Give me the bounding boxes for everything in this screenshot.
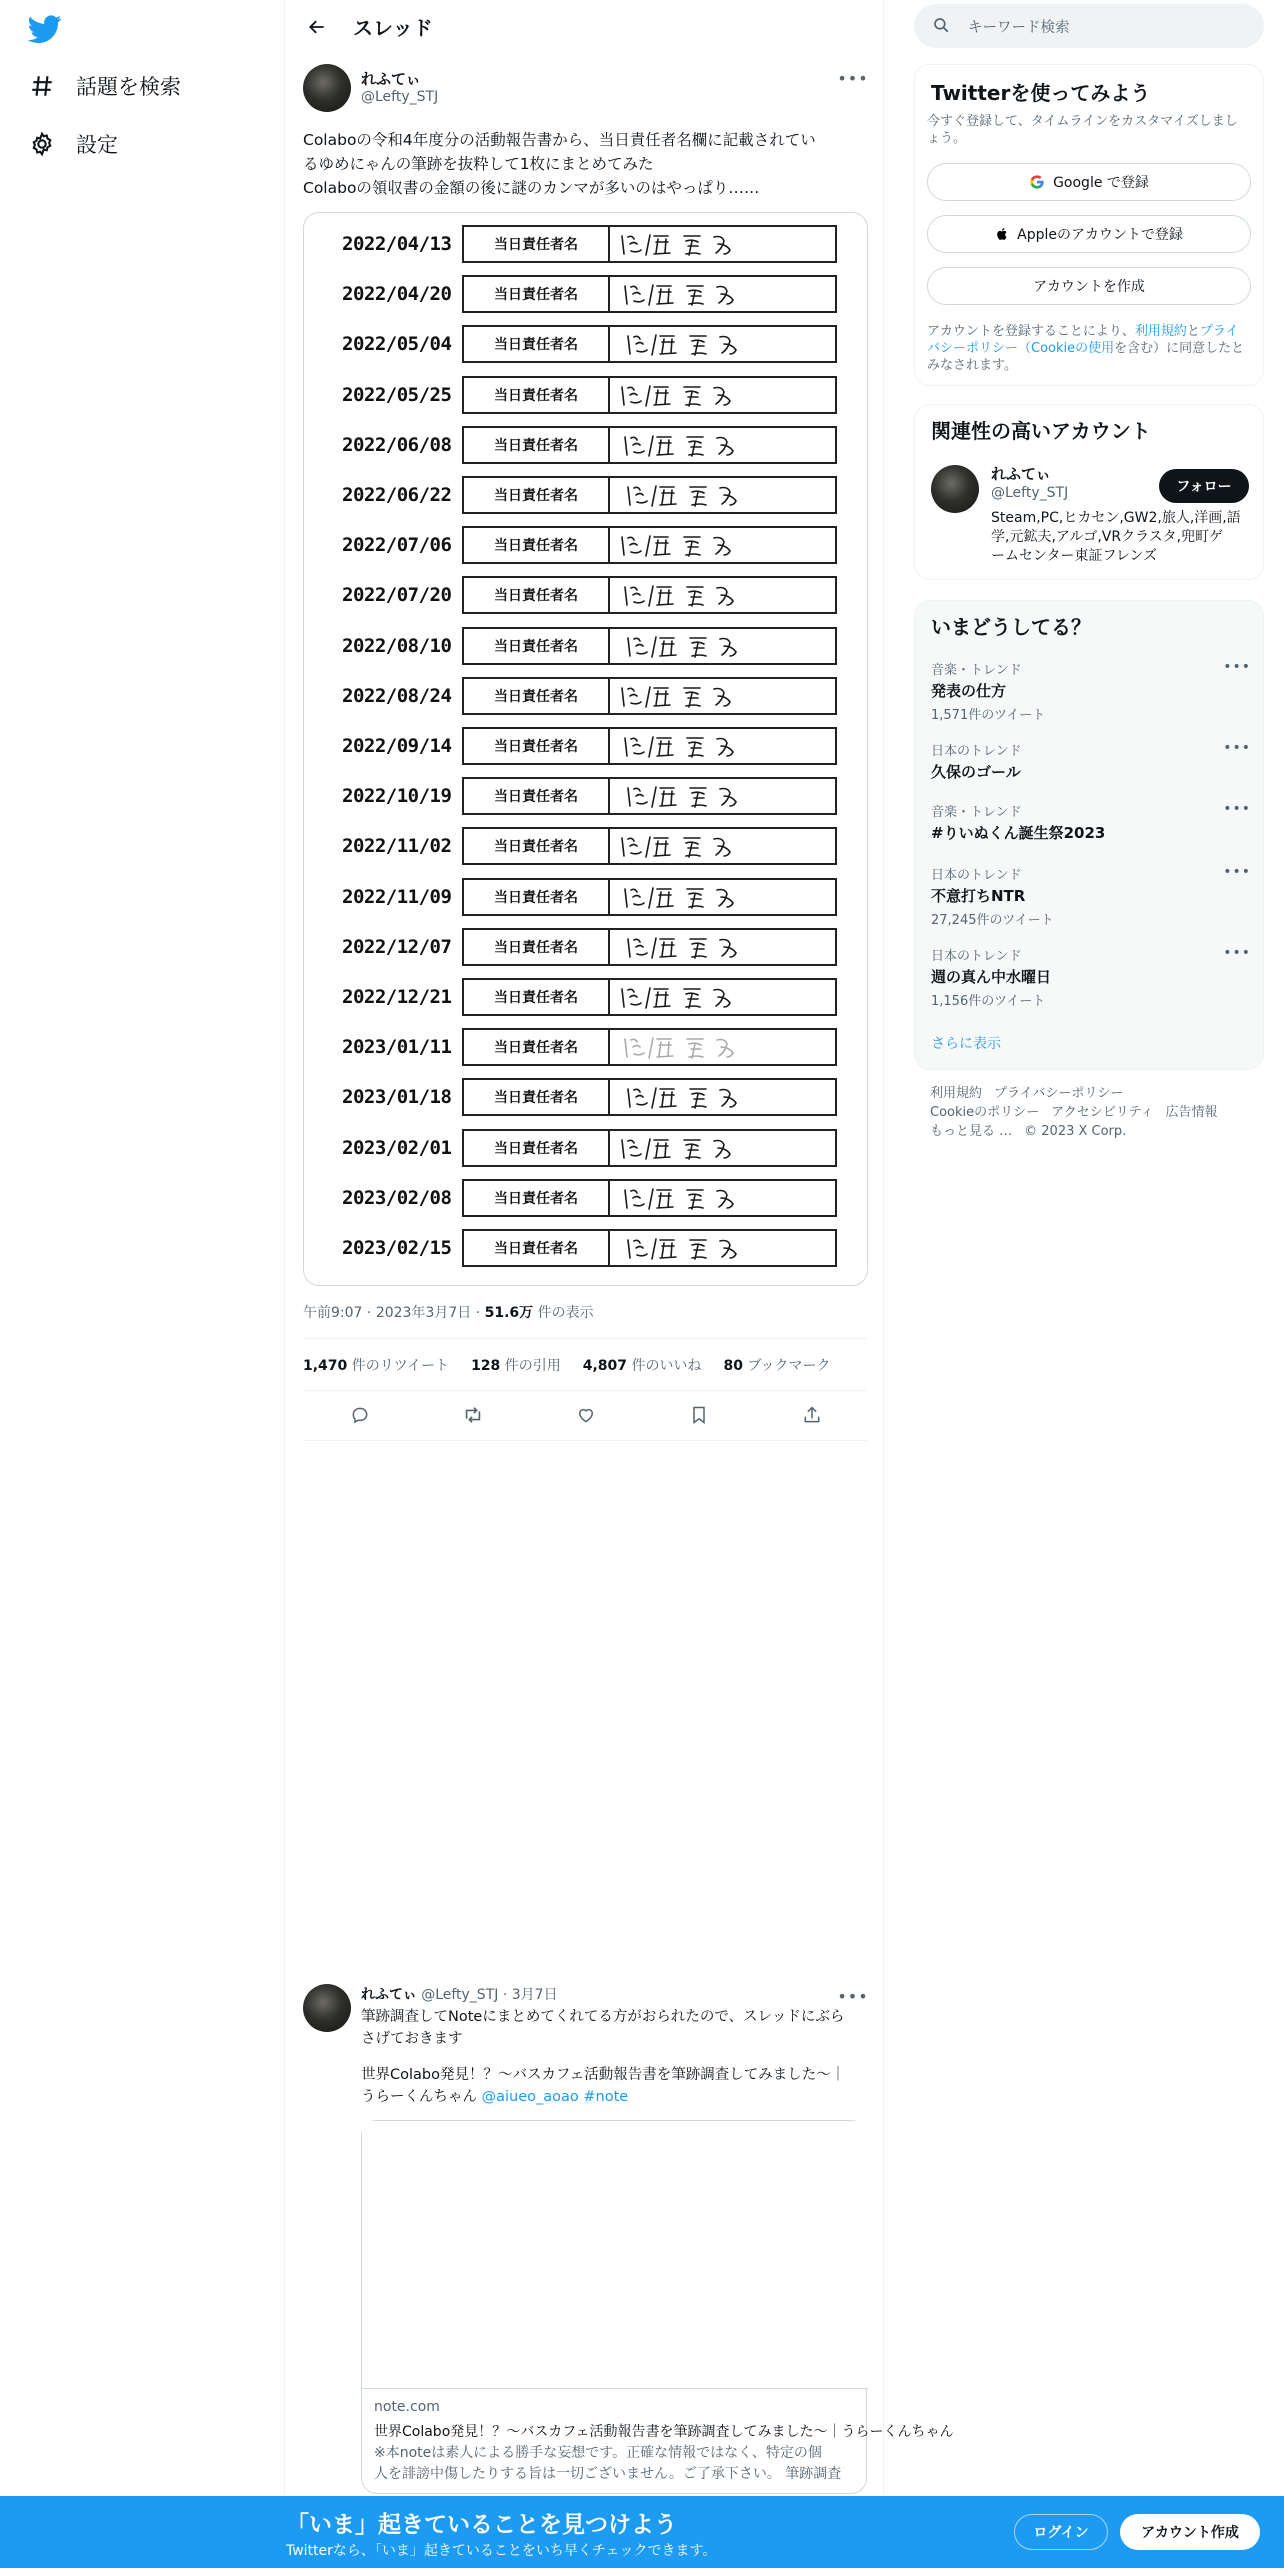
more-link[interactable]: もっと見る … <box>930 1124 1013 1139</box>
handwritten-signature <box>614 1131 829 1165</box>
handwritten-signature <box>614 1181 829 1215</box>
tweet-text <box>303 128 868 200</box>
related-accounts-panel <box>914 404 1264 580</box>
responsible-person-field <box>462 627 837 665</box>
report-date: 2023/01/11 <box>342 1036 452 1059</box>
responsible-person-field <box>462 576 837 614</box>
field-label: 当日責任者名 <box>464 1080 610 1114</box>
report-row <box>304 576 869 616</box>
avatar[interactable] <box>303 1984 351 2032</box>
responsible-person-field <box>462 275 837 313</box>
related-handle[interactable]: @Lefty_STJ <box>991 485 1069 501</box>
report-date: 2022/08/24 <box>342 684 452 707</box>
handwritten-signature <box>614 1231 829 1265</box>
report-row <box>304 376 869 416</box>
signup-button[interactable]: アカウント作成 <box>1120 2514 1260 2550</box>
banner-subtitle: Twitterなら、「いま」起きていることをいち早くチェックできます。 <box>286 2543 717 2559</box>
field-label: 当日責任者名 <box>464 930 610 964</box>
handwritten-signature <box>614 227 829 261</box>
report-row <box>304 225 869 265</box>
back-arrow-icon[interactable] <box>299 9 335 45</box>
reply-text-line: さげておきます <box>361 2031 463 2047</box>
report-date: 2022/11/09 <box>342 885 452 908</box>
link-card-domain: note.com <box>374 2399 440 2415</box>
more-options-icon[interactable]: ••• <box>1223 864 1251 880</box>
view-label: 件の表示 <box>537 1305 594 1321</box>
link-card-desc-line: ※本noteは素人による勝手な妄想です。正確な情報ではなく、特定の個 <box>374 2445 822 2461</box>
related-bio: Steam,PC,ヒカセン,GW2,旅人,洋画,語 学,元鉱夫,アルゴ,VRクラスタ,兜町ゲ ームセンター東証フレンズ <box>991 510 1241 564</box>
responsible-person-field <box>462 376 837 414</box>
report-row <box>304 1179 869 1219</box>
divider <box>303 1338 868 1339</box>
link-card-description <box>374 2443 856 2485</box>
share-icon[interactable] <box>794 1397 830 1433</box>
footer-link[interactable]: アクセシビリティ <box>1051 1105 1154 1120</box>
handwritten-signature <box>614 478 829 512</box>
mention-link[interactable]: @aiueo_aoao <box>481 2089 579 2105</box>
report-date: 2022/05/25 <box>342 383 452 406</box>
trend-item[interactable]: 日本のトレンド 週の真ん中水曜日 1,156件のツイート ••• <box>931 945 1251 1009</box>
handwritten-signature <box>614 578 829 612</box>
hashtag-icon <box>28 72 56 100</box>
author-handle[interactable]: @Lefty_STJ <box>361 89 439 105</box>
banner-title: 「いま」起きていることを見つけよう <box>286 2512 677 2538</box>
twitter-bird-icon[interactable] <box>28 12 62 46</box>
report-row <box>304 777 869 817</box>
thread-column <box>284 0 954 2568</box>
more-options-icon[interactable]: ••• <box>1223 740 1251 756</box>
signup-banner <box>0 2496 1284 2568</box>
responsible-person-field <box>462 827 837 865</box>
follow-button[interactable]: フォロー <box>1159 469 1249 503</box>
responsible-person-field <box>462 727 837 765</box>
more-options-icon[interactable]: ••• <box>1223 659 1251 675</box>
responsible-person-field <box>462 878 837 916</box>
responsible-person-field <box>462 1129 837 1167</box>
tweet-actions <box>303 1395 868 1435</box>
signup-panel <box>914 64 1264 386</box>
footer-links <box>930 1084 1270 1141</box>
bookmark-icon[interactable] <box>681 1397 717 1433</box>
field-label: 当日責任者名 <box>464 327 610 361</box>
report-row <box>304 827 869 867</box>
responsible-person-field <box>462 476 837 514</box>
page-title: スレッド <box>353 16 433 40</box>
trend-item[interactable]: 音楽・トレンド 発表の仕方 1,571件のツイート ••• <box>931 659 1251 723</box>
privacy-link-cont[interactable]: バシーポリシー（Cookieの使用 <box>927 341 1115 356</box>
report-date: 2022/09/14 <box>342 735 452 757</box>
handwritten-signature <box>614 930 829 964</box>
field-label: 当日責任者名 <box>464 679 610 713</box>
reply-author-name[interactable]: れふてぃ <box>361 1987 417 2003</box>
report-date: 2022/12/07 <box>342 935 452 958</box>
more-options-icon[interactable]: ••• <box>1223 945 1251 961</box>
nav-settings-label: 設定 <box>76 133 118 157</box>
report-date: 2022/07/20 <box>342 584 452 607</box>
reply-icon[interactable] <box>342 1397 378 1433</box>
view-count: 51.6万 <box>484 1305 534 1321</box>
report-date: 2022/10/19 <box>342 785 452 808</box>
link-card-desc-line: 人を誹謗中傷したりする旨は一切ございません。ご了承下さい。 筆跡調査 <box>374 2466 842 2482</box>
report-date: 2023/02/01 <box>342 1136 452 1159</box>
report-row <box>304 1129 869 1169</box>
responsible-person-field <box>462 325 837 363</box>
responsible-person-field <box>462 1078 837 1116</box>
reply-link-author: うらーくんちゃん <box>361 2089 477 2105</box>
trend-item[interactable]: 音楽・トレンド #りいぬくん誕生祭2023 ••• <box>931 801 1251 842</box>
apple-icon <box>995 226 1009 242</box>
report-row <box>304 978 869 1018</box>
field-label: 当日責任者名 <box>464 829 610 863</box>
trend-item[interactable]: 日本のトレンド 久保のゴール ••• <box>931 740 1251 781</box>
report-row <box>304 1078 869 1118</box>
hashtag-link[interactable]: #note <box>583 2089 629 2105</box>
more-options-icon[interactable]: ••• <box>837 68 869 88</box>
handwritten-signature <box>614 980 829 1014</box>
bookmark-count[interactable]: 80 ブックマーク <box>723 1358 831 1374</box>
handwritten-signature <box>614 528 829 562</box>
report-date: 2023/02/15 <box>342 1237 452 1259</box>
retweet-count[interactable]: 1,470 件のリツイート <box>303 1358 450 1374</box>
like-count[interactable]: 4,807 件のいいね <box>582 1358 702 1374</box>
field-label: 当日責任者名 <box>464 1231 610 1265</box>
trends-panel <box>914 600 1264 1070</box>
report-row <box>304 426 869 466</box>
responsible-person-field <box>462 526 837 564</box>
report-date: 2023/01/18 <box>342 1086 452 1109</box>
gear-icon <box>28 130 56 158</box>
handwritten-signature <box>614 1030 829 1064</box>
report-date: 2022/05/04 <box>342 333 452 356</box>
handwritten-signature <box>614 729 829 763</box>
field-label: 当日責任者名 <box>464 227 610 261</box>
left-nav <box>0 0 284 2568</box>
like-icon[interactable] <box>568 1397 604 1433</box>
field-label: 当日責任者名 <box>464 428 610 462</box>
field-label: 当日責任者名 <box>464 729 610 763</box>
handwritten-signature <box>614 327 829 361</box>
more-options-icon[interactable]: ••• <box>1223 801 1251 817</box>
reply-date[interactable]: 3月7日 <box>511 1987 558 2003</box>
responsible-person-field <box>462 225 837 263</box>
tweet-text-line: Colaboの領収書の金額の後に謎のカンマが多いのはやっぱり…… <box>303 179 760 197</box>
report-row <box>304 878 869 918</box>
search-placeholder: キーワード検索 <box>968 19 1070 36</box>
trend-item[interactable]: 日本のトレンド 不意打ちNTR 27,245件のツイート ••• <box>931 864 1251 928</box>
handwritten-signature <box>614 1080 829 1114</box>
responsible-person-field <box>462 777 837 815</box>
handwritten-signature <box>614 679 829 713</box>
login-button[interactable]: ログイン <box>1014 2514 1108 2550</box>
nav-settings[interactable] <box>28 124 118 164</box>
reply-author-handle[interactable]: @Lefty_STJ <box>421 1987 499 2003</box>
author-name[interactable]: れふてぃ <box>361 70 421 88</box>
handwritten-signature <box>614 378 829 412</box>
report-date: 2023/02/08 <box>342 1186 452 1209</box>
avatar[interactable] <box>931 465 979 513</box>
reply-header: れふてぃ @Lefty_STJ · 3月7日 <box>361 1987 558 2003</box>
copyright: © 2023 X Corp. <box>1024 1124 1127 1139</box>
divider <box>303 1390 868 1391</box>
responsible-person-field <box>462 1229 837 1267</box>
footer-link[interactable]: プライバシーポリシー <box>994 1086 1124 1101</box>
report-date: 2022/11/02 <box>342 835 452 858</box>
report-date: 2022/04/20 <box>342 283 452 306</box>
link-card-title: 世界Colabo発見！？～バスカフェ活動報告書を筆跡調査してみました～｜うらーくんちゃん <box>374 2424 954 2440</box>
responsible-person-field <box>462 1179 837 1217</box>
search-icon <box>932 16 952 36</box>
retweet-icon[interactable] <box>455 1397 491 1433</box>
field-label: 当日責任者名 <box>464 378 610 412</box>
tweet-image[interactable] <box>303 212 868 1286</box>
report-date: 2022/06/22 <box>342 484 452 506</box>
nav-explore[interactable] <box>28 66 181 106</box>
report-row <box>304 325 869 365</box>
reply-text <box>361 2006 868 2108</box>
create-account-button[interactable]: アカウントを作成 <box>927 267 1251 305</box>
reply-link-title: 世界Colabo発見！？～バスカフェ活動報告書を筆跡調査してみました～｜ <box>361 2067 846 2083</box>
signup-subtitle: 今すぐ登録して、タイムラインをカスタマイズしまし ょう。 <box>927 114 1238 146</box>
report-date: 2022/04/13 <box>342 233 452 255</box>
field-label: 当日責任者名 <box>464 1030 610 1064</box>
responsible-person-field <box>462 426 837 464</box>
responsible-person-field <box>462 978 837 1016</box>
footer-link[interactable]: 広告情報 <box>1165 1105 1218 1120</box>
google-signup-button[interactable]: Google で登録 <box>927 163 1251 201</box>
report-date: 2022/08/10 <box>342 634 452 657</box>
field-label: 当日責任者名 <box>464 277 610 311</box>
signup-terms: アカウントを登録することにより、利用規約とプライ バシーポリシー（Cookieの使用を含む）に同意したと みなされます。 <box>927 324 1245 373</box>
reply-text-line: 筆跡調査してNoteにまとめてくれてる方がおられたので、スレッドにぶら <box>361 2009 845 2025</box>
report-row <box>304 677 869 717</box>
avatar[interactable] <box>303 64 351 112</box>
footer-link[interactable]: 利用規約 <box>930 1086 983 1101</box>
handwritten-signature <box>614 277 829 311</box>
report-row <box>304 627 869 667</box>
report-row <box>304 1028 869 1068</box>
link-card-image <box>362 2121 868 2389</box>
privacy-link[interactable]: プライ <box>1199 324 1239 339</box>
divider <box>303 1440 868 1441</box>
report-row <box>304 275 869 315</box>
field-label: 当日責任者名 <box>464 578 610 612</box>
report-row <box>304 476 869 516</box>
field-label: 当日責任者名 <box>464 629 610 663</box>
tweet-meta: 午前9:07 · 2023年3月7日 · 51.6万 件の表示 <box>303 1305 594 1321</box>
tweet-text-line: Colaboの令和4年度分の活動報告書から、当日責任者名欄に記載されてい <box>303 131 816 149</box>
handwritten-signature <box>614 829 829 863</box>
responsible-person-field <box>462 1028 837 1066</box>
search-input[interactable] <box>914 4 1264 48</box>
report-row <box>304 526 869 566</box>
report-row <box>304 1229 869 1269</box>
tweet-time[interactable]: 午前9:07 <box>303 1305 363 1321</box>
field-label: 当日責任者名 <box>464 980 610 1014</box>
report-date: 2022/07/06 <box>342 534 452 557</box>
related-title: 関連性の高いアカウント <box>931 419 1151 443</box>
handwritten-signature <box>614 880 829 914</box>
related-name[interactable]: れふてぃ <box>991 465 1051 483</box>
handwritten-signature <box>614 629 829 663</box>
show-more-link[interactable]: さらに表示 <box>931 1036 1001 1052</box>
thread-header <box>285 0 885 53</box>
footer-link[interactable]: Cookieのポリシー <box>930 1105 1040 1120</box>
field-label: 当日責任者名 <box>464 478 610 512</box>
more-options-icon[interactable]: ••• <box>837 1986 869 2006</box>
report-date: 2022/12/21 <box>342 986 452 1008</box>
handwritten-signature <box>614 428 829 462</box>
trends-title: いまどうしてる？ <box>931 615 1091 639</box>
nav-explore-label: 話題を検索 <box>76 75 181 99</box>
report-row <box>304 928 869 968</box>
report-date: 2022/06/08 <box>342 433 452 456</box>
field-label: 当日責任者名 <box>464 528 610 562</box>
tweet-text-line: るゆめにゃんの筆跡を抜粋して1枚にまとめてみた <box>303 155 654 173</box>
handwritten-signature <box>614 779 829 813</box>
field-label: 当日責任者名 <box>464 1131 610 1165</box>
responsible-person-field <box>462 928 837 966</box>
field-label: 当日責任者名 <box>464 880 610 914</box>
quote-count[interactable]: 128 件の引用 <box>471 1358 561 1374</box>
google-icon <box>1029 174 1045 190</box>
link-card[interactable] <box>361 2120 954 2494</box>
field-label: 当日責任者名 <box>464 779 610 813</box>
field-label: 当日責任者名 <box>464 1181 610 1215</box>
apple-signup-button[interactable]: Appleのアカウントで登録 <box>927 215 1251 253</box>
responsible-person-field <box>462 677 837 715</box>
tweet-stats <box>303 1355 852 1375</box>
terms-link[interactable]: 利用規約 <box>1134 324 1187 339</box>
tweet-date[interactable]: 2023年3月7日 <box>375 1305 472 1321</box>
report-row <box>304 727 869 767</box>
signup-title: Twitterを使ってみよう <box>931 81 1151 105</box>
